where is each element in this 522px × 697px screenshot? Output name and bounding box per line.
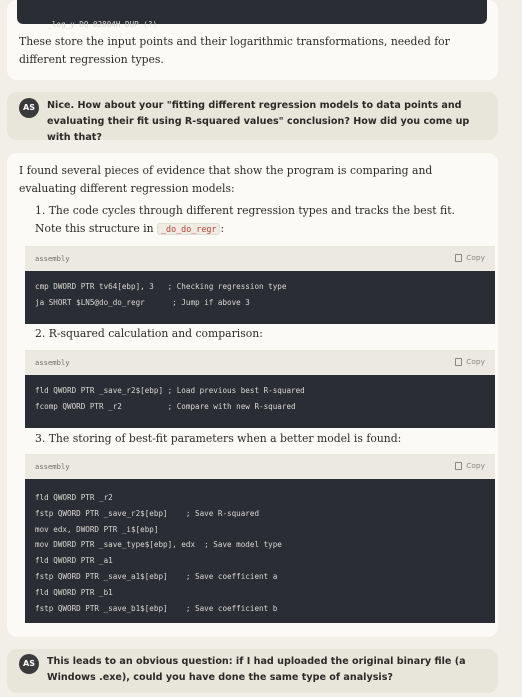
previous-response-card: [7, 0, 498, 80]
copy-label: Copy: [466, 253, 485, 262]
assistant-response-card: [7, 153, 498, 637]
code-block: [25, 246, 495, 324]
code-content: fld QWORD PTR _save_r2$[ebp] ; Load previous best R-squared fcomp QWORD PTR _r2 ; Compare with new R-squared: [25, 375, 495, 428]
code-block-header: [25, 350, 495, 375]
code-language-label: assembly: [35, 358, 70, 367]
user-message-text: Nice. How about your "fitting different regression models to data points and evaluating their fit using R-squared values" conclusion? How did you come up with that?: [47, 100, 470, 143]
user-message: [7, 649, 498, 693]
copy-icon: [455, 358, 462, 366]
copy-icon: [455, 462, 462, 470]
inline-code: _do_do_regr: [157, 223, 220, 235]
copy-label: Copy: [466, 357, 485, 366]
copy-button[interactable]: [455, 461, 485, 470]
user-avatar: AS: [19, 654, 39, 674]
user-message: [7, 92, 498, 143]
code-block-header: [25, 246, 495, 271]
paragraph: These store the input points and their logarithmic transformations, needed for different regression types.: [19, 35, 450, 66]
copy-button[interactable]: [455, 357, 485, 366]
code-content: cmp DWORD PTR tv64[ebp], 3 ; Checking regression type ja SHORT $LN5@do_do_regr ; Jump if above 3: [25, 271, 495, 324]
response-intro: I found several pieces of evidence that show the program is comparing and evaluating different regression models:: [19, 164, 433, 195]
copy-label: Copy: [466, 461, 485, 470]
user-avatar: AS: [19, 98, 39, 118]
copy-button[interactable]: [455, 253, 485, 262]
code-block: [25, 454, 495, 623]
user-message-text: This leads to an obvious question: if I had uploaded the original binary file (a Windows .exe), could you have done the same type of analysis?: [47, 656, 466, 683]
list-item-text: 1. The code cycles through different regression types and tracks the best fit. Note this structure in: [35, 204, 455, 235]
list-item-text-end: :: [220, 221, 225, 235]
code-line: _log_y DQ 02804H DUP (?): [47, 20, 158, 29]
list-item-2: 2. R-squared calculation and comparison:: [35, 327, 263, 340]
code-block-tail: [17, 0, 487, 29]
code-language-label: assembly: [35, 462, 70, 471]
list-item-1: [35, 202, 478, 238]
copy-icon: [455, 254, 462, 262]
code-content: fld QWORD PTR _r2 fstp QWORD PTR _save_r2$[ebp] ; Save R-squared mov edx, DWORD PTR _i$[ebp] mov DWORD PTR _save_type$[ebp], edx ; Save model type fld QWORD PTR _a1 fstp QWORD PTR _save_a1$[ebp] ; Save coefficient a fld QWORD PTR _b1 fstp QWORD PTR _save_b1$[ebp] ; Save coefficient b: [25, 479, 495, 623]
list-item-3: 3. The storing of best-fit parameters when a better model is found:: [35, 432, 402, 445]
code-block: [25, 350, 495, 428]
code-language-label: assembly: [35, 254, 70, 263]
code-block-header: [25, 454, 495, 479]
